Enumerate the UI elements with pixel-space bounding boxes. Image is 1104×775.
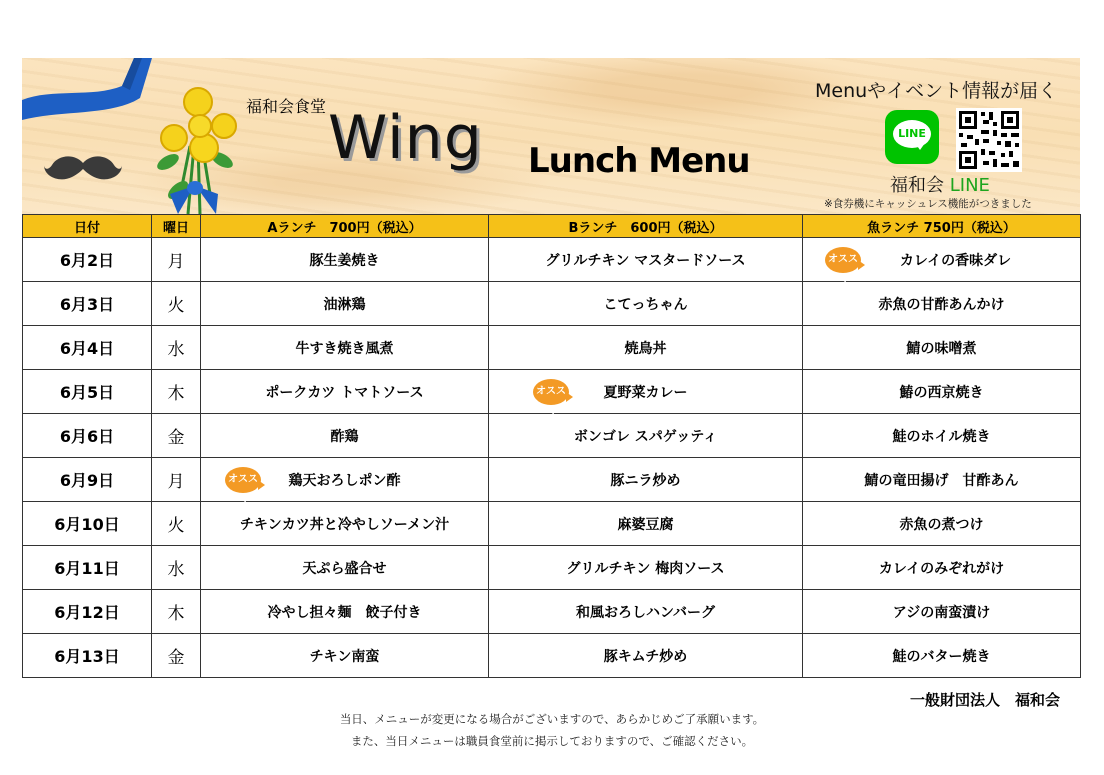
date-cell: 6月13日 <box>23 634 152 678</box>
lunch-a-cell: 豚生姜焼き <box>201 238 489 282</box>
lunch-a-cell: 酢鶏 <box>201 414 489 458</box>
lunch-a-cell: 天ぷら盛合せ <box>201 546 489 590</box>
fish-lunch-cell <box>803 238 1081 291</box>
fish-lunch-cell: 鯖の味噌煮 <box>803 326 1081 370</box>
fish-lunch-cell: 赤魚の煮つけ <box>803 502 1081 546</box>
lunch-b-cell: グリルチキン マスタードソース <box>489 238 803 282</box>
lunch-a-cell: 油淋鶏 <box>201 282 489 326</box>
fish-lunch-cell: アジの南蛮漬け <box>803 590 1081 634</box>
lunch-menu-table <box>22 214 1081 678</box>
lunch-b-cell: 豚キムチ炒め <box>489 634 803 678</box>
day-cell: 水 <box>152 546 201 590</box>
lunch-a-cell: 冷やし担々麺 餃子付き <box>201 590 489 634</box>
lunch-b-cell: ボンゴレ スパゲッティ <box>489 414 803 458</box>
date-cell: 6月10日 <box>23 502 152 546</box>
cashless-note: ※食券機にキャッシュレス機能がつきました <box>824 198 1032 210</box>
lunch-a-cell: ポークカツ トマトソース <box>201 370 489 414</box>
date-cell: 6月5日 <box>23 370 152 414</box>
table-row <box>23 414 1081 458</box>
header-lunch-b: Bランチ 600円（税込） <box>489 215 803 238</box>
line-account-label <box>890 171 990 197</box>
recommend-badge-icon: オススメ <box>533 379 569 405</box>
lunch-b-cell: 麻婆豆腐 <box>489 502 803 546</box>
day-cell: 金 <box>152 414 201 458</box>
line-account-prefix: 福和会 <box>890 175 944 196</box>
day-cell: 水 <box>152 326 201 370</box>
line-account-suffix: LINE <box>949 175 990 196</box>
lunch-b-label: 夏野菜カレー <box>603 384 688 401</box>
day-cell: 月 <box>152 458 201 502</box>
fish-lunch-cell: 鰆の西京焼き <box>803 370 1081 414</box>
header-day: 曜日 <box>152 215 201 238</box>
table-row <box>23 326 1081 370</box>
recommend-badge-icon: オススメ <box>825 247 861 273</box>
header-banner <box>22 58 1080 214</box>
fish-lunch-cell: 鮭のバター焼き <box>803 634 1081 678</box>
qr-code-icon[interactable] <box>956 108 1022 172</box>
organization-name: 一般財団法人 福和会 <box>910 691 1061 709</box>
lunch-a-cell: 牛すき焼き風煮 <box>201 326 489 370</box>
table-header-row <box>23 215 1081 238</box>
fish-lunch-cell: カレイのみぞれがけ <box>803 546 1081 590</box>
header-fish-lunch: 魚ランチ 750円（税込） <box>803 215 1081 238</box>
recommend-badge-icon: オススメ <box>225 467 261 493</box>
day-cell: 火 <box>152 282 201 326</box>
fish-lunch-label: カレイの香味ダレ <box>899 252 1012 269</box>
fish-lunch-cell: 鯖の竜田揚げ 甘酢あん <box>803 458 1081 502</box>
line-notice: Menuやイベント情報が届く <box>815 80 1058 102</box>
date-cell: 6月6日 <box>23 414 152 458</box>
mustache-icon <box>44 151 122 185</box>
day-cell: 月 <box>152 238 201 282</box>
change-notice: 当日、メニューが変更になる場合がございますので、あらかじめご了承願います。 <box>339 712 765 726</box>
table-row <box>23 546 1081 590</box>
lunch-b-cell <box>489 370 803 423</box>
table-row <box>23 238 1081 282</box>
date-cell: 6月2日 <box>23 238 152 282</box>
day-cell: 木 <box>152 590 201 634</box>
yellow-rose-bouquet-icon <box>138 86 256 214</box>
lunch-a-cell: チキン南蛮 <box>201 634 489 678</box>
table-row <box>23 282 1081 326</box>
day-cell: 火 <box>152 502 201 546</box>
table-row <box>23 370 1081 414</box>
lunch-a-cell: チキンカツ丼と冷やしソーメン汁 <box>201 502 489 546</box>
line-logo-text: LINE <box>898 127 926 140</box>
fish-lunch-cell: 赤魚の甘酢あんかけ <box>803 282 1081 326</box>
page-title: Wing <box>328 103 483 173</box>
day-cell: 木 <box>152 370 201 414</box>
fish-lunch-cell: 鮭のホイル焼き <box>803 414 1081 458</box>
day-cell: 金 <box>152 634 201 678</box>
lunch-b-cell: 和風おろしハンバーグ <box>489 590 803 634</box>
lunch-b-cell: こてっちゃん <box>489 282 803 326</box>
table-row <box>23 502 1081 546</box>
date-cell: 6月4日 <box>23 326 152 370</box>
lunch-a-label: 鶏天おろしポン酢 <box>288 472 401 489</box>
table-row <box>23 458 1081 502</box>
posting-notice: また、当日メニューは職員食堂前に掲示しておりますので、ご確認ください。 <box>350 734 754 748</box>
lunch-a-cell <box>201 458 489 511</box>
table-row <box>23 590 1081 634</box>
table-row <box>23 634 1081 678</box>
cafeteria-name: 福和会食堂 <box>246 97 327 116</box>
header-lunch-a: Aランチ 700円（税込） <box>201 215 489 238</box>
page-subtitle: Lunch Menu <box>528 141 750 181</box>
lunch-b-cell: 焼鳥丼 <box>489 326 803 370</box>
date-cell: 6月9日 <box>23 458 152 502</box>
header-date: 日付 <box>23 215 152 238</box>
lunch-b-cell: グリルチキン 梅肉ソース <box>489 546 803 590</box>
lunch-b-cell: 豚ニラ炒め <box>489 458 803 502</box>
line-logo-icon[interactable] <box>885 110 939 164</box>
date-cell: 6月3日 <box>23 282 152 326</box>
date-cell: 6月12日 <box>23 590 152 634</box>
menu-table-body <box>23 238 1081 678</box>
date-cell: 6月11日 <box>23 546 152 590</box>
